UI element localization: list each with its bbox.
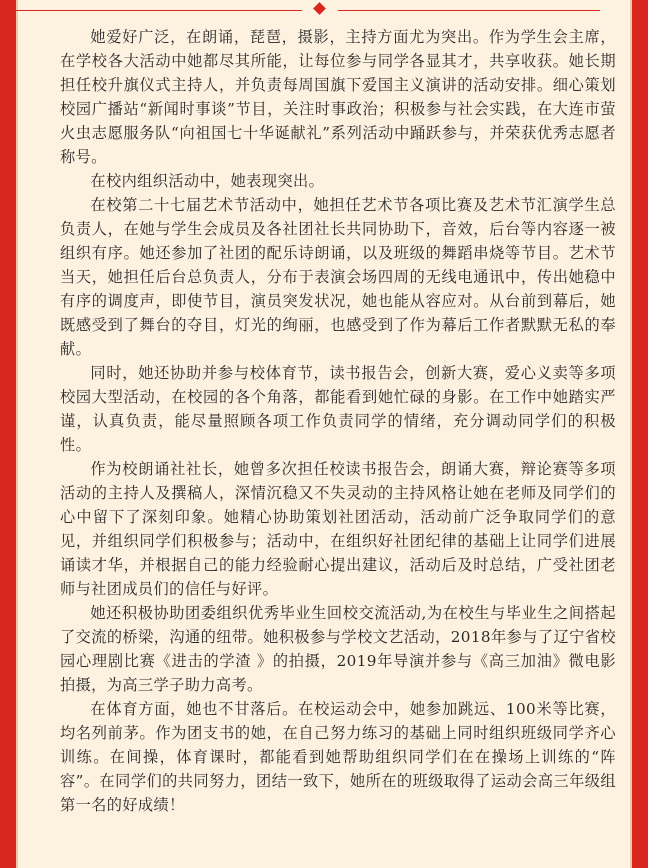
article-body (60, 25, 616, 817)
paragraph-recitation-club: 作为校朗诵社社长，她曾多次担任校读书报告会，朗诵大赛，辩论赛等多项活动的主持人及撰稿人，深情沉稳又不失灵动的主持风格让她在老师及同学们的心中留下了深刻印象。她精心协助策划社团活动，活动前广泛争取同学们的意见，并组织同学们积极参与；活动中，在组织好社团纪律的基础上让同学们进展诵读才华，并根据自己的能力经验耐心提出建议，活动后及时总结，广受社团老师与社团成员们的信任与好评。 (60, 460, 616, 598)
paragraph-campus-events: 同时，她还协助并参与校体育节，读书报告会，创新大赛，爱心义卖等多项校园大型活动，在校园的各个角落，都能看到她忙碌的身影。在工作中她踏实严谨，认真负责，能尽量照顾各项工作负责同学的情绪，充分调动同学们的积极性。 (60, 364, 616, 454)
paragraph-sports: 在体育方面，她也不甘落后。在校运动会中，她参加跳远、100米等比赛，均名列前茅。作为团支书的她，在自己努力练习的基础上同时组织班级同学齐心训练。在间操，体育课时，都能看到她帮助组织同学们在在操场上训练的“阵容”。在同学们的共同努力，团结一致下，她所在的班级取得了运动会高三年级组第一名的好成绩！ (60, 700, 616, 814)
paragraph-alumni-exchange: 她还积极协助团委组织优秀毕业生回校交流活动,为在校生与毕业生之间搭起了交流的桥梁，沟通的纽带。她积极参与学校文艺活动，2018年参与了辽宁省校园心理剧比赛《进击的学渣 》的拍摄，2019年导演并参与《高三加油》微电影拍摄，为高三学子助力高考。 (60, 604, 616, 694)
paragraph-hobbies: 她爱好广泛，在朗诵，琵琶，摄影，主持方面尤为突出。作为学生会主席，在学校各大活动中她都尽其所能，让每位参与同学各显其才，共享收获。她长期担任校升旗仪式主持人，并负责每周国旗下爱国主义演讲的活动安排。细心策划校园广播站“新闻时事谈”节目，关注时事政治；积极参与社会实践，在大连市萤火虫志愿服务队“向祖国七十华诞献礼”系列活动中踊跃参与，并荣获优秀志愿者称号。 (60, 28, 616, 166)
paragraph-activities-intro: 在校内组织活动中，她表现突出。 (90, 172, 325, 190)
top-divider-right (338, 10, 600, 11)
top-divider-left (16, 10, 302, 11)
paragraph-art-festival: 在校第二十七届艺术节活动中，她担任艺术节各项比赛及艺术节汇演学生总负责人，在她与学生会成员及各社团社长共同协助下，音效，后台等内容逐一被组织有序。她还参加了社团的配乐诗朗诵，以及班级的舞蹈串烧等节目。艺术节当天，她担任后台总负责人，分布于表演会场四周的无线电通讯中，传出她稳中有序的调度声，即使节目，演员突发状况，她也能从容应对。从台前到幕后，她既感受到了舞台的夺目，灯光的绚丽，也感受到了作为幕后工作者默默无私的奉献。 (60, 196, 616, 358)
